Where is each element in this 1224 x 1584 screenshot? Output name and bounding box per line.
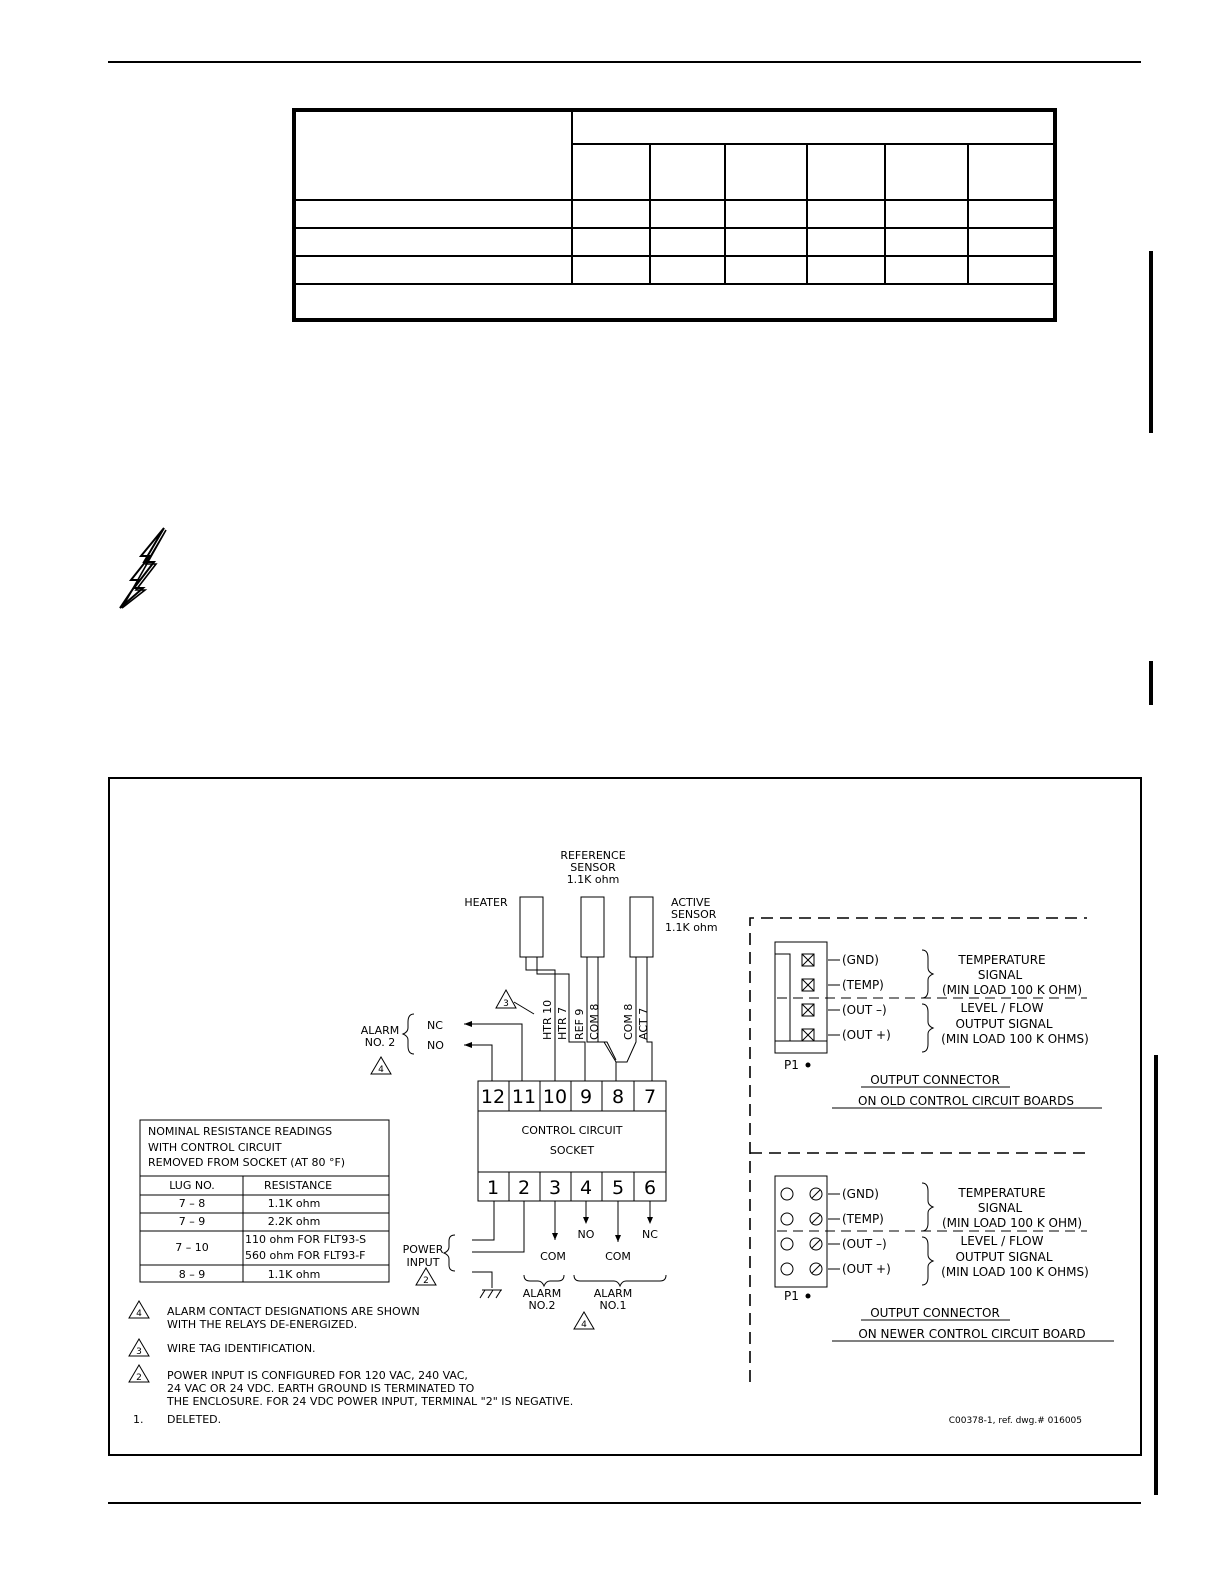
alarm1-com-label: COM <box>605 1250 631 1263</box>
note-marker-number: 4 <box>581 1320 587 1330</box>
old-connector-caption: ON OLD CONTROL CIRCUIT BOARDS <box>858 1094 1074 1108</box>
terminal-number: 2 <box>517 1177 531 1199</box>
terminal-number: 3 <box>548 1177 562 1199</box>
resistance-lug: 7 – 8 <box>178 1197 206 1210</box>
heater-label: HEATER <box>464 896 508 909</box>
alarm2-label: NO. 2 <box>364 1036 396 1049</box>
p1-label: P1 <box>784 1289 799 1303</box>
resistance-table-title: WITH CONTROL CIRCUIT <box>148 1141 282 1154</box>
terminal-number: 6 <box>643 1177 657 1199</box>
resistance-value: 560 ohm FOR FLT93-F <box>245 1249 366 1262</box>
drawing-reference: C00378-1, ref. dwg.# 016005 <box>948 1416 1082 1426</box>
new-connector-caption: ON NEWER CONTROL CIRCUIT BOARD <box>858 1327 1086 1341</box>
table-header-cell <box>968 144 1055 200</box>
note-marker-number: 2 <box>136 1373 142 1383</box>
temperature-signal-label: (MIN LOAD 100 K OHM) <box>941 1216 1083 1230</box>
socket-title: CONTROL CIRCUIT <box>521 1124 623 1137</box>
wire-tag: COM 8 <box>622 1003 635 1040</box>
terminal-number: 10 <box>542 1086 568 1108</box>
note-marker-number: 3 <box>136 1347 142 1357</box>
new-connector-caption: OUTPUT CONNECTOR <box>870 1306 1000 1320</box>
power-input-label: INPUT <box>406 1256 440 1269</box>
resistance-value: 1.1K ohm <box>267 1268 321 1281</box>
alarm1-bracket-label: NO.1 <box>599 1299 627 1312</box>
resistance-value: 2.2K ohm <box>267 1215 321 1228</box>
alarm2-com-label: COM <box>540 1250 566 1263</box>
temperature-signal-label: SIGNAL <box>977 1201 1023 1215</box>
wire-tag: COM 8 <box>588 1003 601 1040</box>
terminal-hole-icon <box>781 1188 793 1200</box>
change-bar <box>1149 661 1153 705</box>
change-bar <box>1149 251 1153 433</box>
note-text: WITH THE RELAYS DE-ENERGIZED. <box>167 1318 358 1331</box>
note-text: DELETED. <box>167 1413 222 1426</box>
control-circuit-socket <box>478 1081 666 1201</box>
alarm1-nc-label: NC <box>642 1228 658 1241</box>
wire-tag: HTR 10 <box>541 999 554 1040</box>
alarm1-bracket-label: ALARM <box>593 1287 633 1300</box>
note-text: WIRE TAG IDENTIFICATION. <box>167 1342 316 1355</box>
socket-title: SOCKET <box>549 1144 595 1157</box>
alarm2-bracket-label: ALARM <box>522 1287 562 1300</box>
pin-label: (OUT –) <box>842 1003 887 1017</box>
resistance-table-title: NOMINAL RESISTANCE READINGS <box>148 1125 333 1138</box>
note-marker-number: 2 <box>423 1276 429 1286</box>
spec-table <box>292 108 1057 322</box>
reference-sensor-label: 1.1K ohm <box>566 873 620 886</box>
resistance-lug: 8 – 9 <box>178 1268 206 1281</box>
level-signal-label: OUTPUT SIGNAL <box>955 1250 1053 1264</box>
level-signal-label: (MIN LOAD 100 K OHMS) <box>941 1265 1089 1279</box>
temperature-signal-label: TEMPERATURE <box>958 1186 1046 1200</box>
terminal-number: 8 <box>611 1086 625 1108</box>
header-rule <box>108 61 1141 63</box>
active-sensor-label: ACTIVE <box>671 896 711 909</box>
active-sensor-label: 1.1K ohm <box>665 921 718 934</box>
footer-rule <box>108 1502 1141 1504</box>
alarm2-bracket-label: NO.2 <box>528 1299 556 1312</box>
terminal-hole-icon <box>781 1213 793 1225</box>
table-header-cell <box>294 110 572 200</box>
note-text: ALARM CONTACT DESIGNATIONS ARE SHOWN <box>167 1305 420 1318</box>
temperature-signal-label: TEMPERATURE <box>958 953 1046 967</box>
table-header-cell <box>650 144 725 200</box>
note-text: THE ENCLOSURE. FOR 24 VDC POWER INPUT, TERMINAL "2" IS NEGATIVE. <box>167 1395 574 1408</box>
alarm2-no-label: NO <box>427 1039 444 1052</box>
p1-label: P1 <box>784 1058 799 1072</box>
pin-label: (TEMP) <box>842 1212 884 1226</box>
table-header-cell <box>572 110 1055 144</box>
resistance-lug: 7 – 10 <box>175 1241 209 1254</box>
terminal-number: 1 <box>486 1177 500 1199</box>
power-input-label: POWER <box>402 1243 444 1256</box>
resistance-table-header: RESISTANCE <box>263 1179 333 1192</box>
reference-sensor <box>581 897 604 957</box>
terminal-number: 5 <box>611 1177 625 1199</box>
note-marker-number: 3 <box>503 999 509 1009</box>
pin-label: (OUT +) <box>842 1028 891 1042</box>
resistance-lug: 7 – 9 <box>178 1215 206 1228</box>
terminal-hole-icon <box>781 1238 793 1250</box>
level-signal-label: OUTPUT SIGNAL <box>955 1017 1053 1031</box>
reference-sensor-label: REFERENCE <box>560 849 626 862</box>
table-header-cell <box>572 144 650 200</box>
resistance-table-title: REMOVED FROM SOCKET (AT 80 °F) <box>148 1156 346 1169</box>
note-text: POWER INPUT IS CONFIGURED FOR 120 VAC, 240 VAC, <box>167 1369 468 1382</box>
alarm1-no-label: NO <box>577 1228 595 1241</box>
lightning-bolt-icon <box>116 526 176 610</box>
wiring-diagram <box>110 779 1140 1454</box>
pin-label: (OUT +) <box>842 1262 891 1276</box>
table-footer-row <box>294 284 1055 320</box>
terminal-hole-icon <box>781 1263 793 1275</box>
old-connector-caption: OUTPUT CONNECTOR <box>870 1073 1000 1087</box>
active-sensor-label: SENSOR <box>671 908 717 921</box>
table-header-cell <box>807 144 885 200</box>
resistance-value: 110 ohm FOR FLT93-S <box>245 1233 367 1246</box>
table-row <box>294 200 1055 228</box>
terminal-number: 9 <box>579 1086 593 1108</box>
terminal-number: 11 <box>511 1086 537 1108</box>
wire-tag: HTR 7 <box>556 1006 569 1040</box>
pin-label: (OUT –) <box>842 1237 887 1251</box>
resistance-table-header: LUG NO. <box>169 1179 215 1192</box>
note-marker-number: 4 <box>136 1309 142 1319</box>
resistance-value: 1.1K ohm <box>267 1197 321 1210</box>
level-signal-label: LEVEL / FLOW <box>960 1001 1044 1015</box>
level-signal-label: LEVEL / FLOW <box>960 1234 1044 1248</box>
pin-label: (GND) <box>842 1187 879 1201</box>
reference-sensor-label: SENSOR <box>570 861 616 874</box>
table-header-cell <box>885 144 968 200</box>
terminal-number: 4 <box>579 1177 593 1199</box>
level-signal-label: (MIN LOAD 100 K OHMS) <box>941 1032 1089 1046</box>
heater-element <box>520 897 543 957</box>
table-row <box>294 256 1055 284</box>
wire-tag: ACT 7 <box>637 1007 650 1040</box>
temperature-signal-label: (MIN LOAD 100 K OHM) <box>941 983 1083 997</box>
pin-label: (TEMP) <box>842 978 884 992</box>
active-sensor <box>630 897 653 957</box>
wire-tag: REF 9 <box>573 1008 586 1040</box>
note-text: 24 VAC OR 24 VDC. EARTH GROUND IS TERMINATED TO <box>167 1382 475 1395</box>
terminal-number: 7 <box>643 1086 657 1108</box>
terminal-number: 12 <box>480 1086 506 1108</box>
temperature-signal-label: SIGNAL <box>977 968 1023 982</box>
change-bar <box>1154 1055 1158 1495</box>
wiring-diagram-frame <box>108 777 1142 1456</box>
alarm2-label: ALARM <box>360 1024 400 1037</box>
note-marker-number: 4 <box>378 1065 384 1075</box>
table-header-cell <box>725 144 807 200</box>
alarm2-nc-label: NC <box>427 1019 443 1032</box>
note-marker-number: 1. <box>133 1413 144 1426</box>
pin-label: (GND) <box>842 953 879 967</box>
table-row <box>294 228 1055 256</box>
